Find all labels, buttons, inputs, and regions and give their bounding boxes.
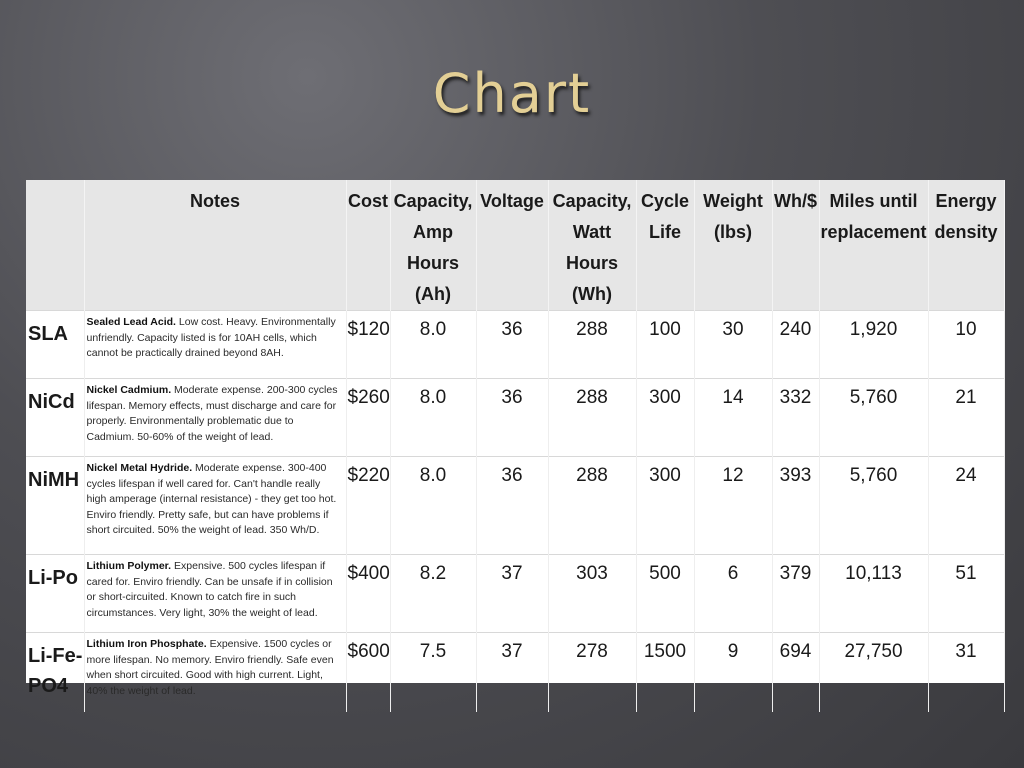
capacity-wh-cell: 288 — [548, 311, 636, 379]
wh-per-dollar-cell: 694 — [772, 633, 819, 713]
energy-density-cell: 31 — [928, 633, 1004, 713]
capacity-ah-cell: 8.0 — [390, 457, 476, 555]
note-text: Low cost. Heavy. Environmentally unfriendly. Capacity listed is for 10AH cells, which cannot be practically drained beyond 8AH. — [86, 316, 336, 359]
table-row — [26, 633, 1004, 713]
capacity-wh-cell: 288 — [548, 379, 636, 457]
cost-cell: $600 — [346, 633, 390, 713]
weight-cell: 14 — [694, 379, 772, 457]
weight-cell: 12 — [694, 457, 772, 555]
capacity-ah-cell: 8.0 — [390, 311, 476, 379]
notes-cell — [84, 457, 346, 555]
energy-density-cell: 10 — [928, 311, 1004, 379]
capacity-ah-cell: 8.2 — [390, 555, 476, 633]
miles-cell: 5,760 — [819, 379, 928, 457]
cost-cell: $260 — [346, 379, 390, 457]
voltage-cell: 37 — [476, 555, 548, 633]
note-text: Moderate expense. 300-400 cycles lifespan if well cared for. Can't handle really high amperage (internal resistance) - they get too hot. Enviro friendly. Pretty safe, but can have problems if short circuited. 50% the weight of lead. 350 Wh/D. — [86, 462, 337, 536]
wh-per-dollar-cell: 393 — [772, 457, 819, 555]
cycle-life-cell: 1500 — [636, 633, 694, 713]
header-miles: Miles until replacement — [819, 180, 928, 311]
table-row — [26, 457, 1004, 555]
header-row-label — [26, 180, 84, 311]
capacity-ah-cell: 7.5 — [390, 633, 476, 713]
miles-cell: 27,750 — [819, 633, 928, 713]
voltage-cell: 36 — [476, 379, 548, 457]
capacity-wh-cell: 278 — [548, 633, 636, 713]
cycle-life-cell: 100 — [636, 311, 694, 379]
wh-per-dollar-cell: 332 — [772, 379, 819, 457]
header-row — [26, 180, 1004, 311]
voltage-cell: 36 — [476, 311, 548, 379]
energy-density-cell: 21 — [928, 379, 1004, 457]
header-weight: Weight (lbs) — [694, 180, 772, 311]
row-label: NiMH — [26, 457, 84, 555]
weight-cell: 9 — [694, 633, 772, 713]
energy-density-cell: 51 — [928, 555, 1004, 633]
note-title: Lithium Polymer. — [86, 560, 172, 572]
notes-cell — [84, 633, 346, 713]
slide-title: Chart — [432, 62, 592, 125]
row-label: NiCd — [26, 379, 84, 457]
notes-cell — [84, 379, 346, 457]
wh-per-dollar-cell: 240 — [772, 311, 819, 379]
cost-cell: $220 — [346, 457, 390, 555]
header-energy-density: Energy density — [928, 180, 1004, 311]
miles-cell: 10,113 — [819, 555, 928, 633]
note-title: Nickel Metal Hydride. — [86, 462, 193, 474]
note-title: Sealed Lead Acid. — [86, 316, 176, 328]
cycle-life-cell: 300 — [636, 457, 694, 555]
cycle-life-cell: 300 — [636, 379, 694, 457]
cost-cell: $120 — [346, 311, 390, 379]
voltage-cell: 36 — [476, 457, 548, 555]
row-label: SLA — [26, 311, 84, 379]
note-title: Nickel Cadmium. — [86, 384, 172, 396]
table-row — [26, 379, 1004, 457]
row-label: Li-Po — [26, 555, 84, 633]
wh-per-dollar-cell: 379 — [772, 555, 819, 633]
table-row — [26, 311, 1004, 379]
header-notes: Notes — [84, 180, 346, 311]
miles-cell: 5,760 — [819, 457, 928, 555]
cost-cell: $400 — [346, 555, 390, 633]
row-label: Li-Fe-PO4 — [26, 633, 84, 713]
capacity-ah-cell: 8.0 — [390, 379, 476, 457]
note-text: Expensive. 1500 cycles or more lifespan. No memory. Enviro friendly. Safe even when short circuited. Good with high current. Light, 40% the weight of lead. — [86, 638, 334, 697]
header-wh-per-dollar: Wh/$ — [772, 180, 819, 311]
voltage-cell: 37 — [476, 633, 548, 713]
notes-cell — [84, 555, 346, 633]
note-title: Lithium Iron Phosphate. — [86, 638, 207, 650]
energy-density-cell: 24 — [928, 457, 1004, 555]
header-voltage: Voltage — [476, 180, 548, 311]
header-capacity-ah: Capacity, Amp Hours (Ah) — [390, 180, 476, 311]
weight-cell: 6 — [694, 555, 772, 633]
note-text: Expensive. 500 cycles lifespan if cared for. Enviro friendly. Can be unsafe if in collision or short-circuited. Known to catch fire in such circumstances. Very light, 30% the weight of lead. — [86, 560, 333, 619]
header-cycle-life: Cycle Life — [636, 180, 694, 311]
battery-comparison-table — [26, 180, 1004, 697]
header-cost: Cost — [346, 180, 390, 311]
notes-cell — [84, 311, 346, 379]
table-row — [26, 555, 1004, 633]
cycle-life-cell: 500 — [636, 555, 694, 633]
capacity-wh-cell: 288 — [548, 457, 636, 555]
weight-cell: 30 — [694, 311, 772, 379]
header-capacity-wh: Capacity, Watt Hours (Wh) — [548, 180, 636, 311]
miles-cell: 1,920 — [819, 311, 928, 379]
capacity-wh-cell: 303 — [548, 555, 636, 633]
note-text: Moderate expense. 200-300 cycles lifespan. Memory effects, must discharge and care for properly. Environmentally problematic due to Cadmium. 50-60% of the weight of lead. — [86, 384, 338, 443]
